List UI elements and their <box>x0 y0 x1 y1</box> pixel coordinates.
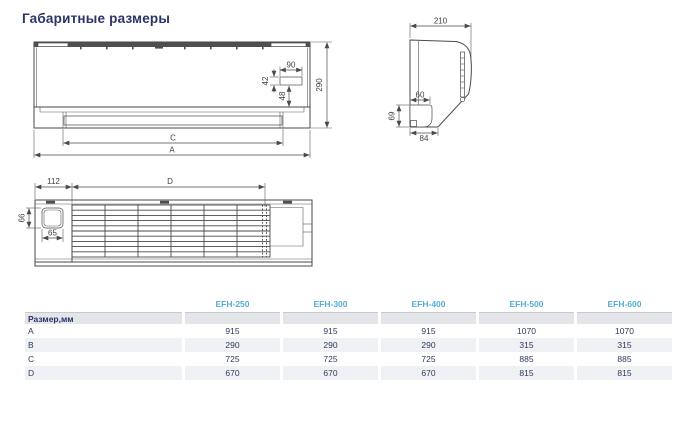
dim-label-left-offset: 112 <box>47 177 60 186</box>
table-cell: 290 <box>381 338 476 352</box>
table-cell: 915 <box>323 326 338 336</box>
side-bracket <box>461 52 465 97</box>
page-title: Габаритные размеры <box>22 11 171 26</box>
row-label-d: D <box>25 366 182 380</box>
dim-label-base-depth: 84 <box>419 134 429 143</box>
table-cell: 290 <box>185 338 280 352</box>
bottom-inlet <box>42 208 63 228</box>
bottom-view-drawing <box>18 177 313 266</box>
dim-label-outlet-width: 60 <box>415 90 425 100</box>
band-cell <box>283 312 378 324</box>
dim-label-total-width: A <box>169 145 175 155</box>
dim-label-inlet-width: 65 <box>48 228 57 238</box>
table-corner-cell <box>25 296 182 312</box>
dimensions-table <box>25 296 672 380</box>
dim-label-inlet-height: 66 <box>17 213 27 223</box>
side-view-drawing <box>388 17 472 144</box>
size-row-label: Размер,мм <box>25 312 182 324</box>
table-cell: 670 <box>185 366 280 380</box>
front-view-drawing <box>34 42 332 158</box>
dim-label-panel-width: 90 <box>286 60 296 70</box>
dim-label-panel-height: 42 <box>261 76 270 86</box>
column-header-efh-500: EFH-500 <box>509 299 544 309</box>
table-cell: 670 <box>283 366 378 380</box>
table-cell: 670 <box>381 366 476 380</box>
table-cell: 885 <box>519 354 534 364</box>
front-control-panel <box>280 77 302 85</box>
table-cell: 725 <box>421 354 436 364</box>
table-cell: 725 <box>225 354 240 364</box>
band-cell <box>185 312 280 324</box>
table-cell: 315 <box>577 338 672 352</box>
dim-label-grille-width: D <box>167 177 173 186</box>
table-cell: 915 <box>225 326 240 336</box>
dim-label-body-height: 290 <box>315 78 324 92</box>
column-header-efh-400: EFH-400 <box>411 299 446 309</box>
table-cell: 1070 <box>517 326 536 336</box>
band-cell <box>479 312 574 324</box>
dim-label-panel-to-base: 48 <box>278 91 287 101</box>
table-cell: 815 <box>577 366 672 380</box>
row-label-b: B <box>25 338 182 352</box>
row-label-c: C <box>28 354 35 364</box>
table-cell: 1070 <box>615 326 634 336</box>
table-cell: 290 <box>283 338 378 352</box>
table-cell: 815 <box>479 366 574 380</box>
table-cell: 725 <box>323 354 338 364</box>
column-header-efh-250: EFH-250 <box>215 299 250 309</box>
dim-label-inner-width: C <box>170 133 176 143</box>
row-label-a: A <box>28 326 34 336</box>
dim-label-depth: 210 <box>433 16 448 26</box>
table-cell: 885 <box>617 354 632 364</box>
column-header-efh-300: EFH-300 <box>313 299 348 309</box>
table-cell: 315 <box>479 338 574 352</box>
column-header-efh-600: EFH-600 <box>607 299 642 309</box>
table-cell: 915 <box>421 326 436 336</box>
band-cell <box>577 312 672 324</box>
dim-label-outlet-height: 69 <box>387 111 397 121</box>
band-cell <box>381 312 476 324</box>
